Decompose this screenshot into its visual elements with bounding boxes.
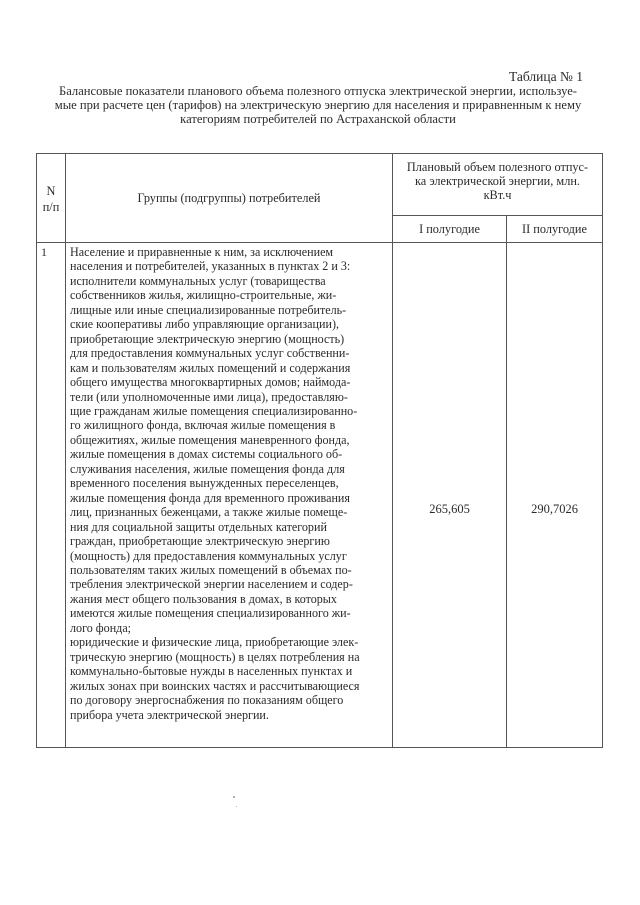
description-line: щие гражданам жилые помещения специализированно- [70,403,358,418]
description-line: требления электрической энергии населением и содер- [70,577,353,592]
header-second-half: II полугодие [507,215,603,242]
description-line: по договору энергоснабжения по показаниям общего [70,693,344,708]
heading-line: Балансовые показатели планового объема полезного отпуска электрической энергии, используе- [58,84,577,98]
header-number-n: N [46,184,56,198]
description-line: прибора учета электрической энергии. [70,707,269,722]
header-groups-cell: Группы (подгруппы) потребителей [66,154,393,243]
description-line: приобретающие электрическую энергию (мощность) [70,331,345,346]
scan-speck [233,796,235,798]
first-half-value-cell [393,243,507,748]
description-line: лого фонда; [70,620,132,635]
description-line: жилые помещения фонда для временного проживания [70,490,350,505]
description-line: временного поселения вынужденных переселенцев, [70,476,339,491]
balance-table [36,153,603,748]
header-volume-cell [393,154,603,216]
description-line: кам и пользователям жилых помещений и содержания [70,360,351,375]
description-line: исполнители коммунальных услуг (товарищества [70,273,326,288]
table-row [37,243,603,748]
second-half-value: 290,7026 [531,501,578,516]
description-line: граждан, приобретающие электрическую энергию [70,534,330,549]
description-line: ния для социальной защиты отдельных категорий [70,519,327,534]
description-line: коммунально-бытовые нужды в населенных пунктах и [70,664,353,679]
description-line: юридические и физические лица, приобретающие элек- [70,635,359,650]
description-line: жилых зонах при воинских частях и рассчитывающиеся [70,678,360,693]
heading-line: категориям потребителей по Астраханской области [180,112,456,127]
heading-line: мые при расчете цен (тарифов) на электрическую энергию для населения и приравненным к нему [54,98,582,113]
description-line: тели (или уполномоченные ими лица), предоставляю- [70,389,348,404]
description-line: общего имущества многоквартирных домов; наймода- [70,375,351,390]
table-number-label: Таблица № 1 [509,69,583,84]
description-line: трическую энергию (мощность) в целях потребления на [70,649,360,664]
consumer-group-description [66,243,393,748]
description-line: жилые помещения в домах системы социального об- [70,447,343,462]
description-line: для предоставления коммунальных услуг собственни- [70,346,350,361]
description-line: лищные или иные специализированные потребитель- [70,302,347,317]
scan-speck [236,806,237,807]
header-volume-line: ка электрической энергии, млн. [415,174,580,188]
header-number-pp: п/п [42,200,60,214]
description-line: имеются жилые помещения специализированного жи- [70,606,351,621]
description-line: жания мест общего пользования в домах, в которых [70,591,337,606]
header-row [37,154,603,216]
header-number-cell [37,154,66,243]
description-line: собственников жилья, жилищно-строительные, жи- [70,288,337,303]
description-line: служивания населения, жилые помещения фонда для [70,461,345,476]
table-heading [40,84,596,127]
header-first-half: I полугодие [393,215,507,242]
description-line: (мощность) для предоставления коммунальных услуг [70,548,347,563]
description-line: пользователям таких жилых помещений в объемах по- [70,562,352,577]
description-line: общежитиях, жилые помещения маневренного фонда, [70,432,350,447]
description-line: населения и потребителей, указанных в пунктах 2 и 3: [70,259,351,274]
description-line: Население и приравненные к ним, за исключением [70,245,334,259]
description-line: ские кооперативы либо управляющие организации), [70,317,340,332]
header-volume-line: кВт.ч [483,188,512,202]
first-half-value: 265,605 [429,501,470,516]
description-line: лиц, признанных беженцами, а также жилые помеще- [70,505,348,520]
header-volume-line: Плановый объем полезного отпус- [406,160,589,174]
row-number: 1 [37,243,66,748]
second-half-value-cell [507,243,603,748]
description-line: го жилищного фонда, включая жилые помещения в [70,418,336,433]
